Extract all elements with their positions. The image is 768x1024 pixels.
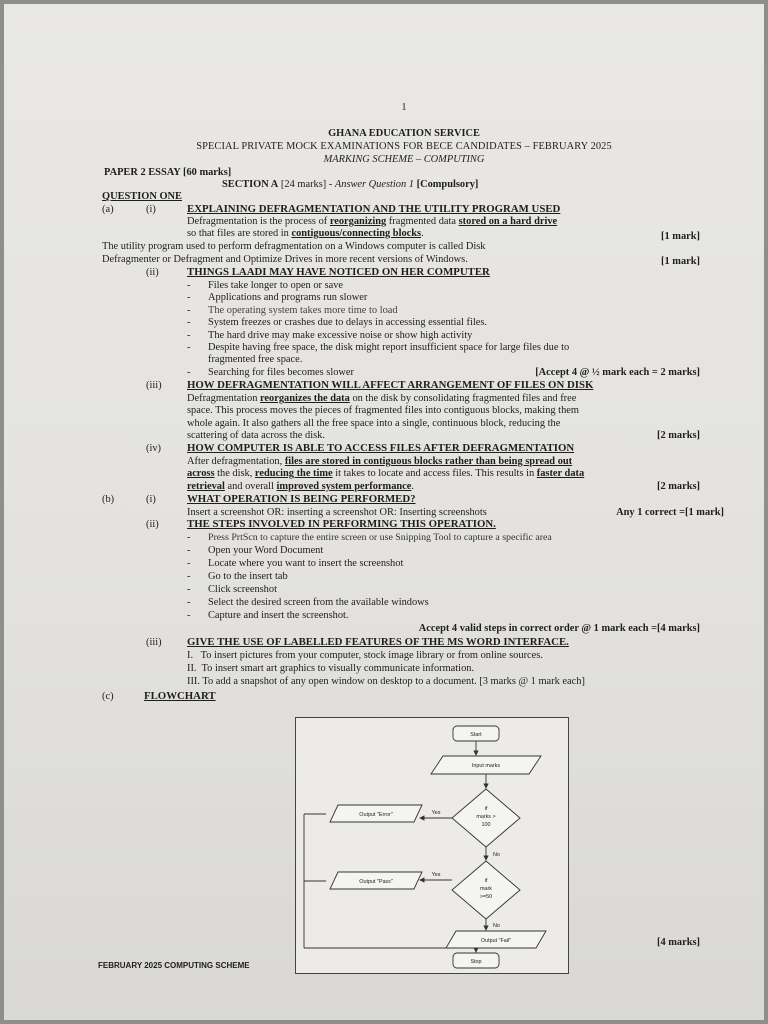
- section-a-label: SECTION A: [222, 179, 279, 190]
- dec2-line3: >=50: [479, 894, 493, 900]
- list-item: The hard drive may make excessive noise or show high activity: [208, 330, 473, 341]
- step-item: Open your Word Document: [208, 545, 324, 556]
- label-b-iii: (iii): [146, 637, 162, 648]
- step-item: Click screenshot: [208, 584, 277, 595]
- no1-label: No: [493, 852, 500, 858]
- label-b: (b): [102, 494, 115, 505]
- dec2-line2: mark: [480, 886, 492, 892]
- question-one-heading: QUESTION ONE: [102, 191, 182, 202]
- heading-c: FLOWCHART: [144, 690, 216, 702]
- yes2-label: Yes: [431, 872, 441, 878]
- text: and overall: [224, 481, 277, 492]
- text: .: [411, 481, 415, 492]
- label-a-iii: (iii): [146, 380, 162, 391]
- dec1-line2: marks >: [476, 814, 496, 820]
- text: the disk,: [214, 468, 255, 479]
- text: Defragmentation is the process of: [187, 216, 330, 227]
- a-iv-line2: [187, 467, 584, 480]
- text: so that files are stored in: [187, 228, 292, 239]
- keyword: contiguous/connecting blocks: [291, 228, 422, 239]
- heading-a-iv: HOW COMPUTER IS ABLE TO ACCESS FILES AFTER DEFRAGMENTATION: [187, 442, 575, 454]
- text: on the disk by consolidating fragmented files and free: [349, 393, 577, 404]
- dec1-line1: if: [484, 806, 488, 812]
- step-item: Go to the insert tab: [208, 571, 288, 582]
- text: fragmented data: [386, 216, 459, 227]
- no2-label: No: [493, 923, 500, 929]
- heading-b-ii: THE STEPS INVOLVED IN PERFORMING THIS OPERATION.: [187, 518, 496, 530]
- heading-a-iii: HOW DEFRAGMENTATION WILL AFFECT ARRANGEMENT OF FILES ON DISK: [187, 379, 594, 391]
- a-iii-marks: [2 marks]: [657, 430, 700, 441]
- keyword: files are stored in contiguous blocks rather than being spread out: [284, 456, 573, 467]
- b-ii-accept: Accept 4 valid steps in correct order @ 1 mark each =[4 marks]: [418, 623, 700, 634]
- fail-label: Output "Fail": [480, 938, 512, 944]
- step-item: Select the desired screen from the available windows: [208, 597, 429, 608]
- text: it takes to locate and access files. This results in: [332, 468, 537, 479]
- list-item: Applications and programs run slower: [208, 292, 368, 303]
- keyword: reducing the time: [254, 468, 333, 479]
- keyword: reorganizes the data: [260, 393, 350, 404]
- list-item-cont: fragmented free space.: [208, 354, 303, 365]
- a-iii-line2: space. This process moves the pieces of fragmented files into contiguous blocks, making them: [187, 405, 579, 416]
- label-b-i: (i): [146, 494, 156, 505]
- a-iv-line3: [187, 480, 414, 493]
- paper-title: PAPER 2 ESSAY [60 marks]: [104, 167, 232, 178]
- footer: FEBRUARY 2025 COMPUTING SCHEME: [98, 961, 250, 970]
- feature-item: III. To add a snapshot of any open window on desktop to a document. [3 marks @ 1 mark each]: [187, 676, 585, 687]
- input-label: Input marks: [471, 763, 501, 769]
- b-i-answer: Insert a screenshot OR: inserting a screenshot OR: Inserting screenshots: [187, 507, 487, 518]
- label-a-ii: (ii): [146, 267, 159, 278]
- a-ii-accept: [Accept 4 @ ½ mark each = 2 marks]: [535, 367, 700, 378]
- list-item: System freezes or crashes due to delays in accessing essential files.: [208, 317, 488, 328]
- step-item: Capture and insert the screenshot.: [208, 610, 349, 621]
- dec2-line1: if: [484, 878, 488, 884]
- scheme-title: MARKING SCHEME – COMPUTING: [323, 154, 485, 165]
- label-c: (c): [102, 691, 114, 702]
- step-item: Press PrtScn to capture the entire screen or use Snipping Tool to capture a specific area: [208, 532, 552, 543]
- org-title: GHANA EDUCATION SERVICE: [328, 128, 480, 139]
- list-item: Despite having free space, the disk might report insufficient space for large files due to: [208, 342, 570, 353]
- a-i-line4: [102, 253, 468, 266]
- text: .: [421, 228, 424, 239]
- section-marks: [24 marks] -: [280, 179, 333, 190]
- heading-a-i: EXPLAINING DEFRAGMENTATION AND THE UTILITY PROGRAM USED: [187, 203, 561, 215]
- section-line: [222, 178, 478, 191]
- exam-page: 1 GHANA EDUCATION SERVICE SPECIAL PRIVATE MOCK EXAMINATIONS FOR BECE CANDIDATES – FEBRUARY 2025 MARKING SCHEME – COMPUTING PAPER 2 ESSAY [60 marks] SECTION A [24 marks] - Answer Question 1 [Compulsory] QUESTION ONE (a) (i) EXPLAINING DEFRAGMENTATION AND THE UTILITY PROGRAM USED Defragmentation is the process of reorganizing fragmented data stored on a hard drive so that files are stored in contiguous/connecting blocks. [1 mark] The utility program used to perform defragmentation on a Windows computer is called Disk Defragmenter or Defragment and Optimize Drives in more recent versions of Windows. [1 mark] (ii) THINGS LAADI MAY HAVE NOTICED ON HER COMPUTER - Files take longer to open or save - Applications and programs run slower - The operating system takes more time to load - System freezes or crashes due to delays in accessing essential files. - The hard drive may make excessive noise or show high activity - Despite having free space, the disk might report insufficient space for large files due to fragmented free space. - Searching for files becomes slower [Accept 4 @ ½ mark each = 2 marks] (iii) HOW DEFRAGMENTATION WILL AFFECT ARRANGEMENT OF FILES ON DISK Defragmentation reorganizes the data on the disk by consolidating fragmented files and free space. This process moves the pieces of fragmented files into contiguous blocks, making them whole again. It also gathers all the free space into a single, continuous block, reducing the scattering of data across the disk. [2 marks] (iv) HOW COMPUTER IS ABLE TO ACCESS FILES AFTER DEFRAGMENTATION After defragmentation, files are stored in contiguous blocks rather than being spread out across the disk, reducing the time it takes to locate and access files. This results in faster data retrieval and overall improved system performance. [2 marks] (b) (i) WHAT OPERATION IS BEING PERFORMED? Insert a screenshot OR: inserting a screenshot OR: Inserting screenshots Any 1 correct =[1 mark] (ii) THE STEPS INVOLVED IN PERFORMING THIS OPERATION. - Press PrtScn to capture the entire screen or use Snipping Tool to capture a specific area - Open your Word Document - Locate where you want to insert the screenshot - Go to the insert tab - Click screenshot - Select the desired screen from the available windows - Capture and insert the screenshot. Accept 4 valid steps in correct order @ 1 mark each =[4 marks] (iii) GIVE THE USE OF LABELLED FEATURES OF THE MS WORD INTERFACE. I. To insert pictures from your computer, stock image library or from online sources. II. To insert smart art graphics to visually communicate information. III. To add a snapshot of any open window on desktop to a document. [3 marks @ 1 mark each] (c) FLOWCHART Start Input marks if marks > 100 Yes No Output "Error" if mark >=50 Yes No Output "Pass" Output "Fail" Stop [4 marks] FEBRUARY 2025 COMPUTING SCHEME: [4, 4, 764, 1020]
- answer-question: Answer Question 1: [334, 179, 414, 190]
- label-a-i: (i): [146, 204, 156, 215]
- label-b-ii: (ii): [146, 519, 159, 530]
- text: Defragmentation: [187, 393, 260, 404]
- start-label: Start: [470, 732, 482, 738]
- heading-b-i: WHAT OPERATION IS BEING PERFORMED?: [187, 493, 416, 505]
- dec1-line3: 100: [481, 822, 491, 828]
- a-iv-marks: [2 marks]: [657, 481, 700, 492]
- compulsory-label: [Compulsory]: [416, 179, 479, 190]
- stop-label: Stop: [470, 959, 482, 965]
- heading-b-iii: GIVE THE USE OF LABELLED FEATURES OF THE MS WORD INTERFACE.: [187, 636, 569, 648]
- b-i-marks: Any 1 correct =[1 mark]: [616, 507, 724, 518]
- exam-title: SPECIAL PRIVATE MOCK EXAMINATIONS FOR BECE CANDIDATES – FEBRUARY 2025: [196, 141, 612, 152]
- keyword: retrieval: [187, 481, 225, 492]
- c-marks: [4 marks]: [657, 937, 700, 948]
- page-number: 1: [401, 102, 407, 113]
- error-label: Output "Error": [359, 812, 393, 818]
- a-i-line3: The utility program used to perform defragmentation on a Windows computer is called Disk: [102, 241, 486, 252]
- keyword: improved system performance: [276, 481, 412, 492]
- keyword: faster data: [536, 468, 585, 479]
- feature-item: I. To insert pictures from your computer, stock image library or from online sources.: [187, 650, 543, 661]
- list-item: Searching for files becomes slower: [208, 367, 354, 378]
- label-a: (a): [102, 204, 114, 215]
- flowchart: [295, 717, 569, 974]
- keyword: reorganizing: [329, 216, 387, 227]
- text: After defragmentation,: [187, 456, 285, 467]
- yes1-label: Yes: [431, 810, 441, 816]
- keyword: across: [187, 468, 215, 479]
- a-i-line2: [187, 227, 424, 240]
- step-item: Locate where you want to insert the screenshot: [208, 558, 404, 569]
- list-item: The operating system takes more time to load: [208, 305, 398, 316]
- text: Defragmenter or Defragment and Optimize Drives in more recent versions of Windows.: [102, 254, 468, 265]
- pass-label: Output "Pass": [359, 879, 393, 885]
- heading-a-ii: THINGS LAADI MAY HAVE NOTICED ON HER COMPUTER: [187, 266, 490, 278]
- a-i-mark1: [1 mark]: [661, 231, 700, 242]
- a-i-mark2: [1 mark]: [661, 256, 700, 267]
- a-iii-line3: whole again. It also gathers all the free space into a single, continuous block, reducing the: [187, 418, 561, 429]
- label-a-iv: (iv): [146, 443, 162, 454]
- feature-item: II. To insert smart art graphics to visually communicate information.: [187, 663, 475, 674]
- list-item: Files take longer to open or save: [208, 280, 344, 291]
- a-iii-line4: scattering of data across the disk.: [187, 430, 325, 441]
- keyword: stored on a hard drive: [458, 216, 558, 227]
